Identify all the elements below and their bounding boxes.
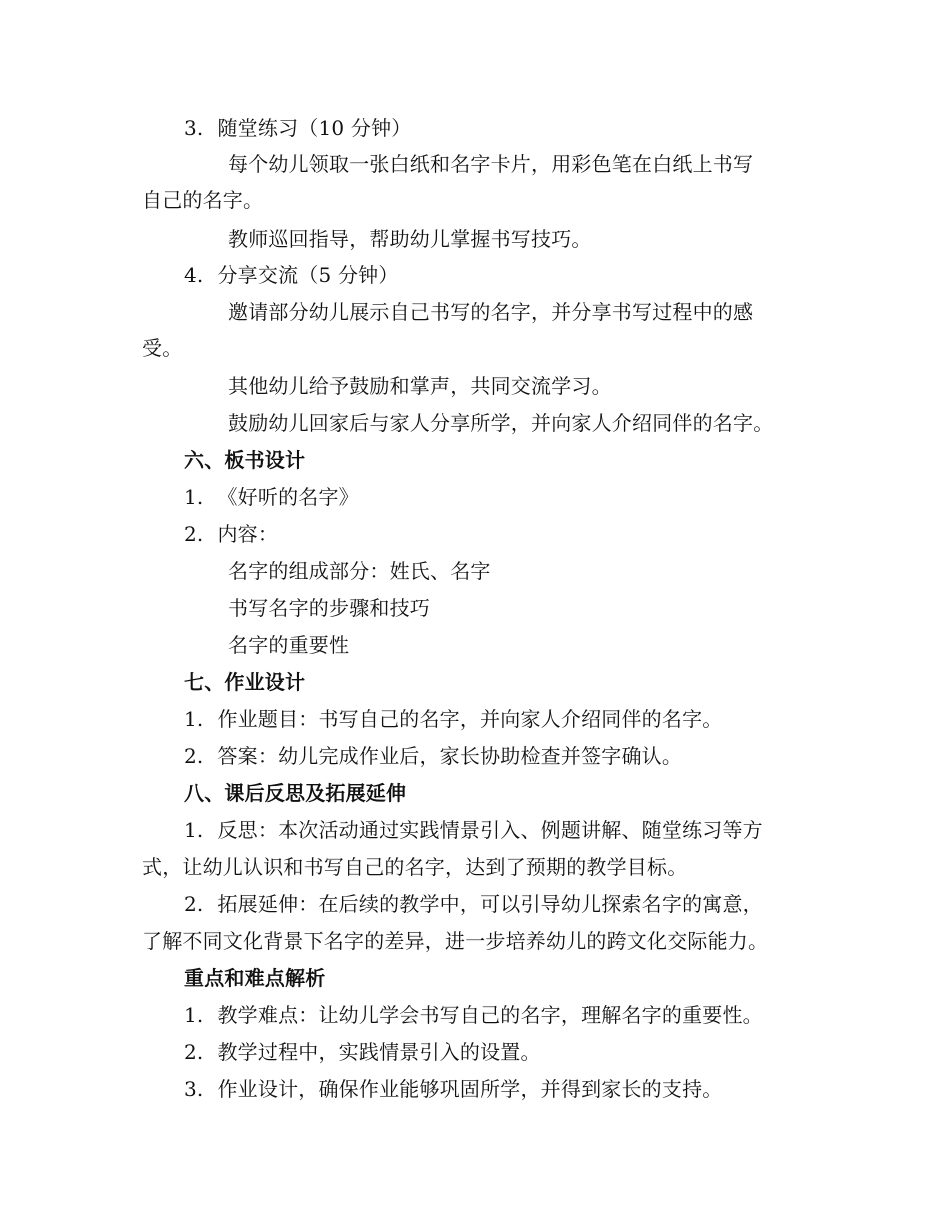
paragraph-line: 了解不同文化背景下名字的差异，进一步培养幼儿的跨文化交际能力。 (142, 929, 769, 953)
paragraph-line: 书写名字的步骤和技巧 (228, 596, 430, 620)
line-text: 作业设计，确保作业能够巩固所学，并得到家长的支持。 (217, 1077, 723, 1101)
paragraph-line: 名字的重要性 (228, 633, 350, 657)
line-text: 答案：幼儿完成作业后，家长协助检查并签字确认。 (217, 744, 683, 768)
list-number: 2. (184, 744, 204, 768)
section-heading: 重点和难点解析 (184, 966, 326, 990)
list-number: 3. (184, 1077, 204, 1101)
section-heading: 八、课后反思及拓展延伸 (184, 781, 407, 805)
paragraph-line: 邀请部分幼儿展示自己书写的名字，并分享书写过程中的感 (228, 300, 754, 324)
line-text: 随堂练习（10 分钟） (217, 116, 412, 140)
paragraph-line: 受。 (142, 336, 183, 360)
paragraph-line: 名字的组成部分：姓氏、名字 (228, 559, 491, 583)
line-text: 分享交流（5 分钟） (217, 263, 399, 287)
list-item (184, 892, 763, 916)
line-text: 内容： (217, 522, 279, 546)
section-heading: 七、作业设计 (184, 670, 306, 694)
line-text: 反思：本次活动通过实践情景引入、例题讲解、随堂练习等方 (217, 818, 763, 842)
line-text: 拓展延伸：在后续的教学中，可以引导幼儿探索名字的寓意， (217, 892, 763, 916)
list-item-share (184, 263, 399, 287)
paragraph-line: 自己的名字。 (142, 188, 264, 212)
list-item (184, 522, 278, 546)
line-text: 教学过程中，实践情景引入的设置。 (217, 1040, 541, 1064)
list-number: 1. (184, 485, 204, 509)
line-text: 作业题目：书写自己的名字，并向家人介绍同伴的名字。 (217, 707, 723, 731)
list-item (184, 744, 682, 768)
paragraph-line: 鼓励幼儿回家后与家人分享所学，并向家人介绍同伴的名字。 (228, 411, 774, 435)
list-number: 3. (184, 116, 204, 140)
list-item-practice (184, 116, 412, 140)
line-text: 教学难点：让幼儿学会书写自己的名字，理解名字的重要性。 (217, 1003, 763, 1027)
list-number: 4. (184, 263, 204, 287)
list-number: 1. (184, 1003, 204, 1027)
list-item (184, 707, 722, 731)
list-number: 2. (184, 892, 204, 916)
list-item (184, 1077, 722, 1101)
list-item (184, 1003, 763, 1027)
paragraph-line: 其他幼儿给予鼓励和掌声，共同交流学习。 (228, 374, 612, 398)
list-number: 1. (184, 818, 204, 842)
list-item (184, 1040, 541, 1064)
list-number: 1. (184, 707, 204, 731)
list-item (184, 485, 359, 509)
line-text: 《好听的名字》 (217, 485, 359, 509)
list-number: 2. (184, 1040, 204, 1064)
list-number: 2. (184, 522, 204, 546)
paragraph-line: 教师巡回指导，帮助幼儿掌握书写技巧。 (228, 227, 592, 251)
paragraph-line: 式，让幼儿认识和书写自己的名字，达到了预期的教学目标。 (142, 855, 688, 879)
list-item (184, 818, 763, 842)
section-heading: 六、板书设计 (184, 448, 306, 472)
paragraph-line: 每个幼儿领取一张白纸和名字卡片，用彩色笔在白纸上书写 (228, 152, 754, 176)
